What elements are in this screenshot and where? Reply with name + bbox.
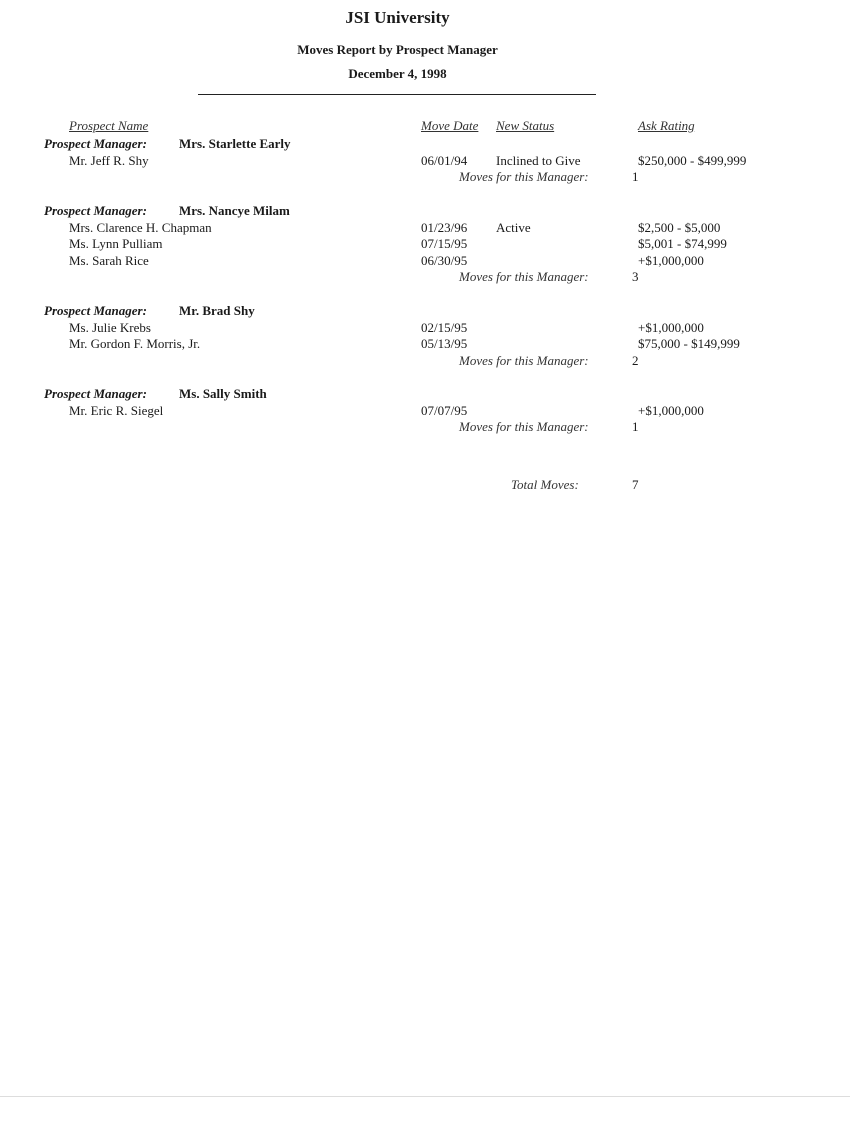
ask-rating: $5,001 - $74,999 bbox=[638, 236, 727, 251]
move-date: 05/13/95 bbox=[421, 336, 468, 351]
total-moves-count: 7 bbox=[632, 477, 639, 492]
ask-rating: +$1,000,000 bbox=[638, 402, 704, 418]
moves-for-manager-label: Moves for this Manager: bbox=[459, 269, 589, 284]
move-date: 07/15/95 bbox=[421, 236, 468, 251]
move-date: 07/07/95 bbox=[421, 402, 468, 418]
prospect-manager-name: Mr. Brad Shy bbox=[179, 303, 255, 318]
prospect-manager-label: Prospect Manager: bbox=[44, 386, 147, 401]
prospect-manager-name: Mrs. Starlette Early bbox=[179, 136, 291, 151]
move-date: 06/01/94 bbox=[421, 152, 468, 168]
prospect-manager-name: Ms. Sally Smith bbox=[179, 386, 267, 401]
prospect-manager-name: Mrs. Nancye Milam bbox=[179, 203, 290, 218]
report-title: Moves Report by Prospect Manager bbox=[297, 42, 498, 57]
ask-rating: $2,500 - $5,000 bbox=[638, 219, 721, 235]
column-header-move-date: Move Date bbox=[421, 118, 479, 133]
new-status: Inclined to Give bbox=[496, 152, 581, 168]
report-org: JSI University bbox=[345, 8, 450, 27]
ask-rating: +$1,000,000 bbox=[638, 252, 704, 268]
prospect-name: Mr. Jeff R. Shy bbox=[69, 152, 149, 168]
prospect-manager-label: Prospect Manager: bbox=[44, 203, 147, 218]
moves-for-manager-label: Moves for this Manager: bbox=[459, 169, 589, 184]
page-edge-line bbox=[0, 1096, 850, 1097]
report-date: December 4, 1998 bbox=[348, 66, 447, 81]
prospect-name: Mr. Gordon F. Morris, Jr. bbox=[69, 336, 201, 351]
ask-rating: +$1,000,000 bbox=[638, 319, 704, 335]
move-date: 02/15/95 bbox=[421, 319, 468, 335]
total-moves-label: Total Moves: bbox=[511, 477, 579, 492]
prospect-name: Mrs. Clarence H. Chapman bbox=[69, 219, 212, 235]
moves-for-manager-label: Moves for this Manager: bbox=[459, 419, 589, 434]
prospect-name: Ms. Lynn Pulliam bbox=[69, 236, 163, 251]
move-date: 06/30/95 bbox=[421, 252, 468, 268]
moves-for-manager-count: 1 bbox=[632, 419, 639, 434]
prospect-manager-label: Prospect Manager: bbox=[44, 136, 147, 151]
prospect-manager-label: Prospect Manager: bbox=[44, 303, 147, 318]
column-header-new-status: New Status bbox=[496, 118, 555, 133]
moves-for-manager-count: 3 bbox=[632, 269, 639, 284]
prospect-name: Ms. Julie Krebs bbox=[69, 319, 151, 335]
prospect-name: Mr. Eric R. Siegel bbox=[69, 402, 164, 418]
header-divider bbox=[198, 94, 596, 95]
new-status: Active bbox=[496, 219, 531, 235]
move-date: 01/23/96 bbox=[421, 219, 468, 235]
prospect-name: Ms. Sarah Rice bbox=[69, 252, 149, 268]
ask-rating: $250,000 - $499,999 bbox=[638, 152, 747, 168]
column-header-prospect-name: Prospect Name bbox=[69, 118, 149, 133]
column-header-ask-rating: Ask Rating bbox=[638, 118, 695, 133]
ask-rating: $75,000 - $149,999 bbox=[638, 336, 740, 351]
moves-for-manager-label: Moves for this Manager: bbox=[459, 352, 589, 368]
moves-for-manager-count: 2 bbox=[632, 352, 639, 368]
moves-for-manager-count: 1 bbox=[632, 169, 639, 184]
